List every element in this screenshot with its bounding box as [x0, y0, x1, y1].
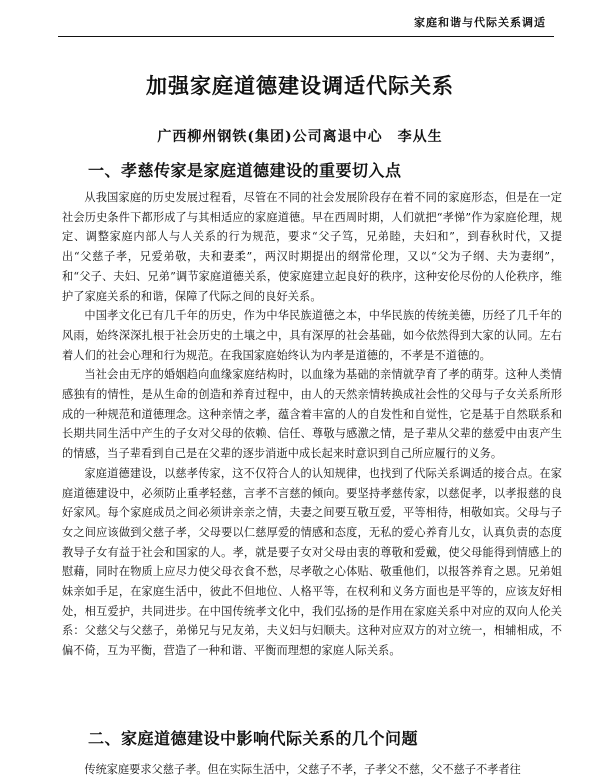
running-header: 家庭和谐与代际关系调适	[414, 16, 546, 29]
section-heading-1: 一、孝慈传家是家庭道德建设的重要切入点	[88, 161, 402, 180]
paragraph-1: 从我国家庭的历史发展过程看，尽管在不同的社会发展阶段存在着不同的家庭形态，但是在一定社会历史条件下都形成了与其相适应的家庭道德。早在西周时期，人们就把“孝悌”作为家庭伦理，规定、调整家庭内部人与人关系的行为规范，要求“父子笃，兄弟睦，夫妇和”，到春秋时代，又提出“父慈子孝，兄爱弟敬，夫和妻柔”，两汉时期提出的纲常伦理，又以“父为子纲、夫为妻纲”，和“父子、夫妇、兄弟”调节家庭道德关系，使家庭建立起良好的秩序，这种安伦尽份的人伦秩序，维护了家庭关系的和谐，保障了代际之间的良好关系。	[62, 191, 562, 303]
paragraph-2: 中国孝文化已有几千年的历史，作为中华民族道德之本，中华民族的传统美德，历经了几千年的风雨，始终深深扎根于社会历史的土壤之中，具有深厚的社会基础，如今依然得到大家的认同。左右着人们的社会心理和行为规范。在我国家庭始终认为内孝是道德的，不孝是不道德的。	[62, 309, 562, 362]
article-title: 加强家庭道德建设调适代际关系	[146, 74, 454, 98]
article-byline: 广西柳州钢铁(集团)公司离退中心 李从生	[157, 129, 443, 145]
paragraph-3: 当社会由无序的婚姻趋向血缘家庭结构时，以血缘为基础的亲情就孕育了孝的萌芽。这种人类情感独有的情性，是从生命的创造和养育过程中，由人的天然亲情转换成社会性的父母与子女关系所形成的一种规范和道德理念。这种亲情之孝，蕴含着丰富的人的自发性和自觉性，它是基于自然联系和长期共同生活中产生的子女对父母的依赖、信任、尊敬与感激之情，是子辈从父辈的慈爱中由衷产生的情感，当子辈看到自己是在父辈的逐步消逝中成长起来时意识到自己所应履行的义务。	[62, 368, 562, 461]
section-heading-2: 二、家庭道德建设中影响代际关系的几个问题	[88, 729, 419, 748]
paragraph-5: 传统家庭要求父慈子孝。但在实际生活中，父慈子不孝，子孝父不慈，父不慈子不孝者往	[84, 763, 521, 776]
header-rule	[58, 36, 554, 37]
section-1-body	[62, 188, 562, 661]
paragraph-4: 家庭道德建设，以慈孝传家，这不仅符合人的认知规律，也找到了代际关系调适的接合点。在家庭道德建设中，必须防止重孝轻慈，言孝不言慈的倾向。要坚持孝慈传家，以慈促孝，以孝报慈的良好家风。每个家庭成员之间必须讲亲亲之情，夫妻之间要互敬互爱，平等相待，相敬如宾。父母与子女之间应该做到父慈子孝，父母要以仁慈厚爱的情感和态度，无私的爱心养育儿女，认真负责的态度教导子女有益于社会和国家的人。孝，就是要子女对父母由衷的尊敬和爱戴，使父母能得到情感上的慰藉，同时在物质上应尽力使父母衣食不愁，尽孝敬之心体贴、敬重他们，以报答养育之恩。兄弟姐妹亲如手足，在家庭生活中，彼此不但地位、人格平等，在权利和义务方面也是平等的，应该友好相处，相互爱护，共同进步。在中国传统孝文化中，我们弘扬的是作用在家庭关系中对应的双向人伦关系：父慈父与父慈子，弟悌兄与兄友弟，夫义妇与妇顺夫。这种对应双方的对立统一，相辅相成，不偏不倚，互为平衡，营造了一种和谐、平衡而理想的家庭人际关系。	[62, 466, 562, 658]
